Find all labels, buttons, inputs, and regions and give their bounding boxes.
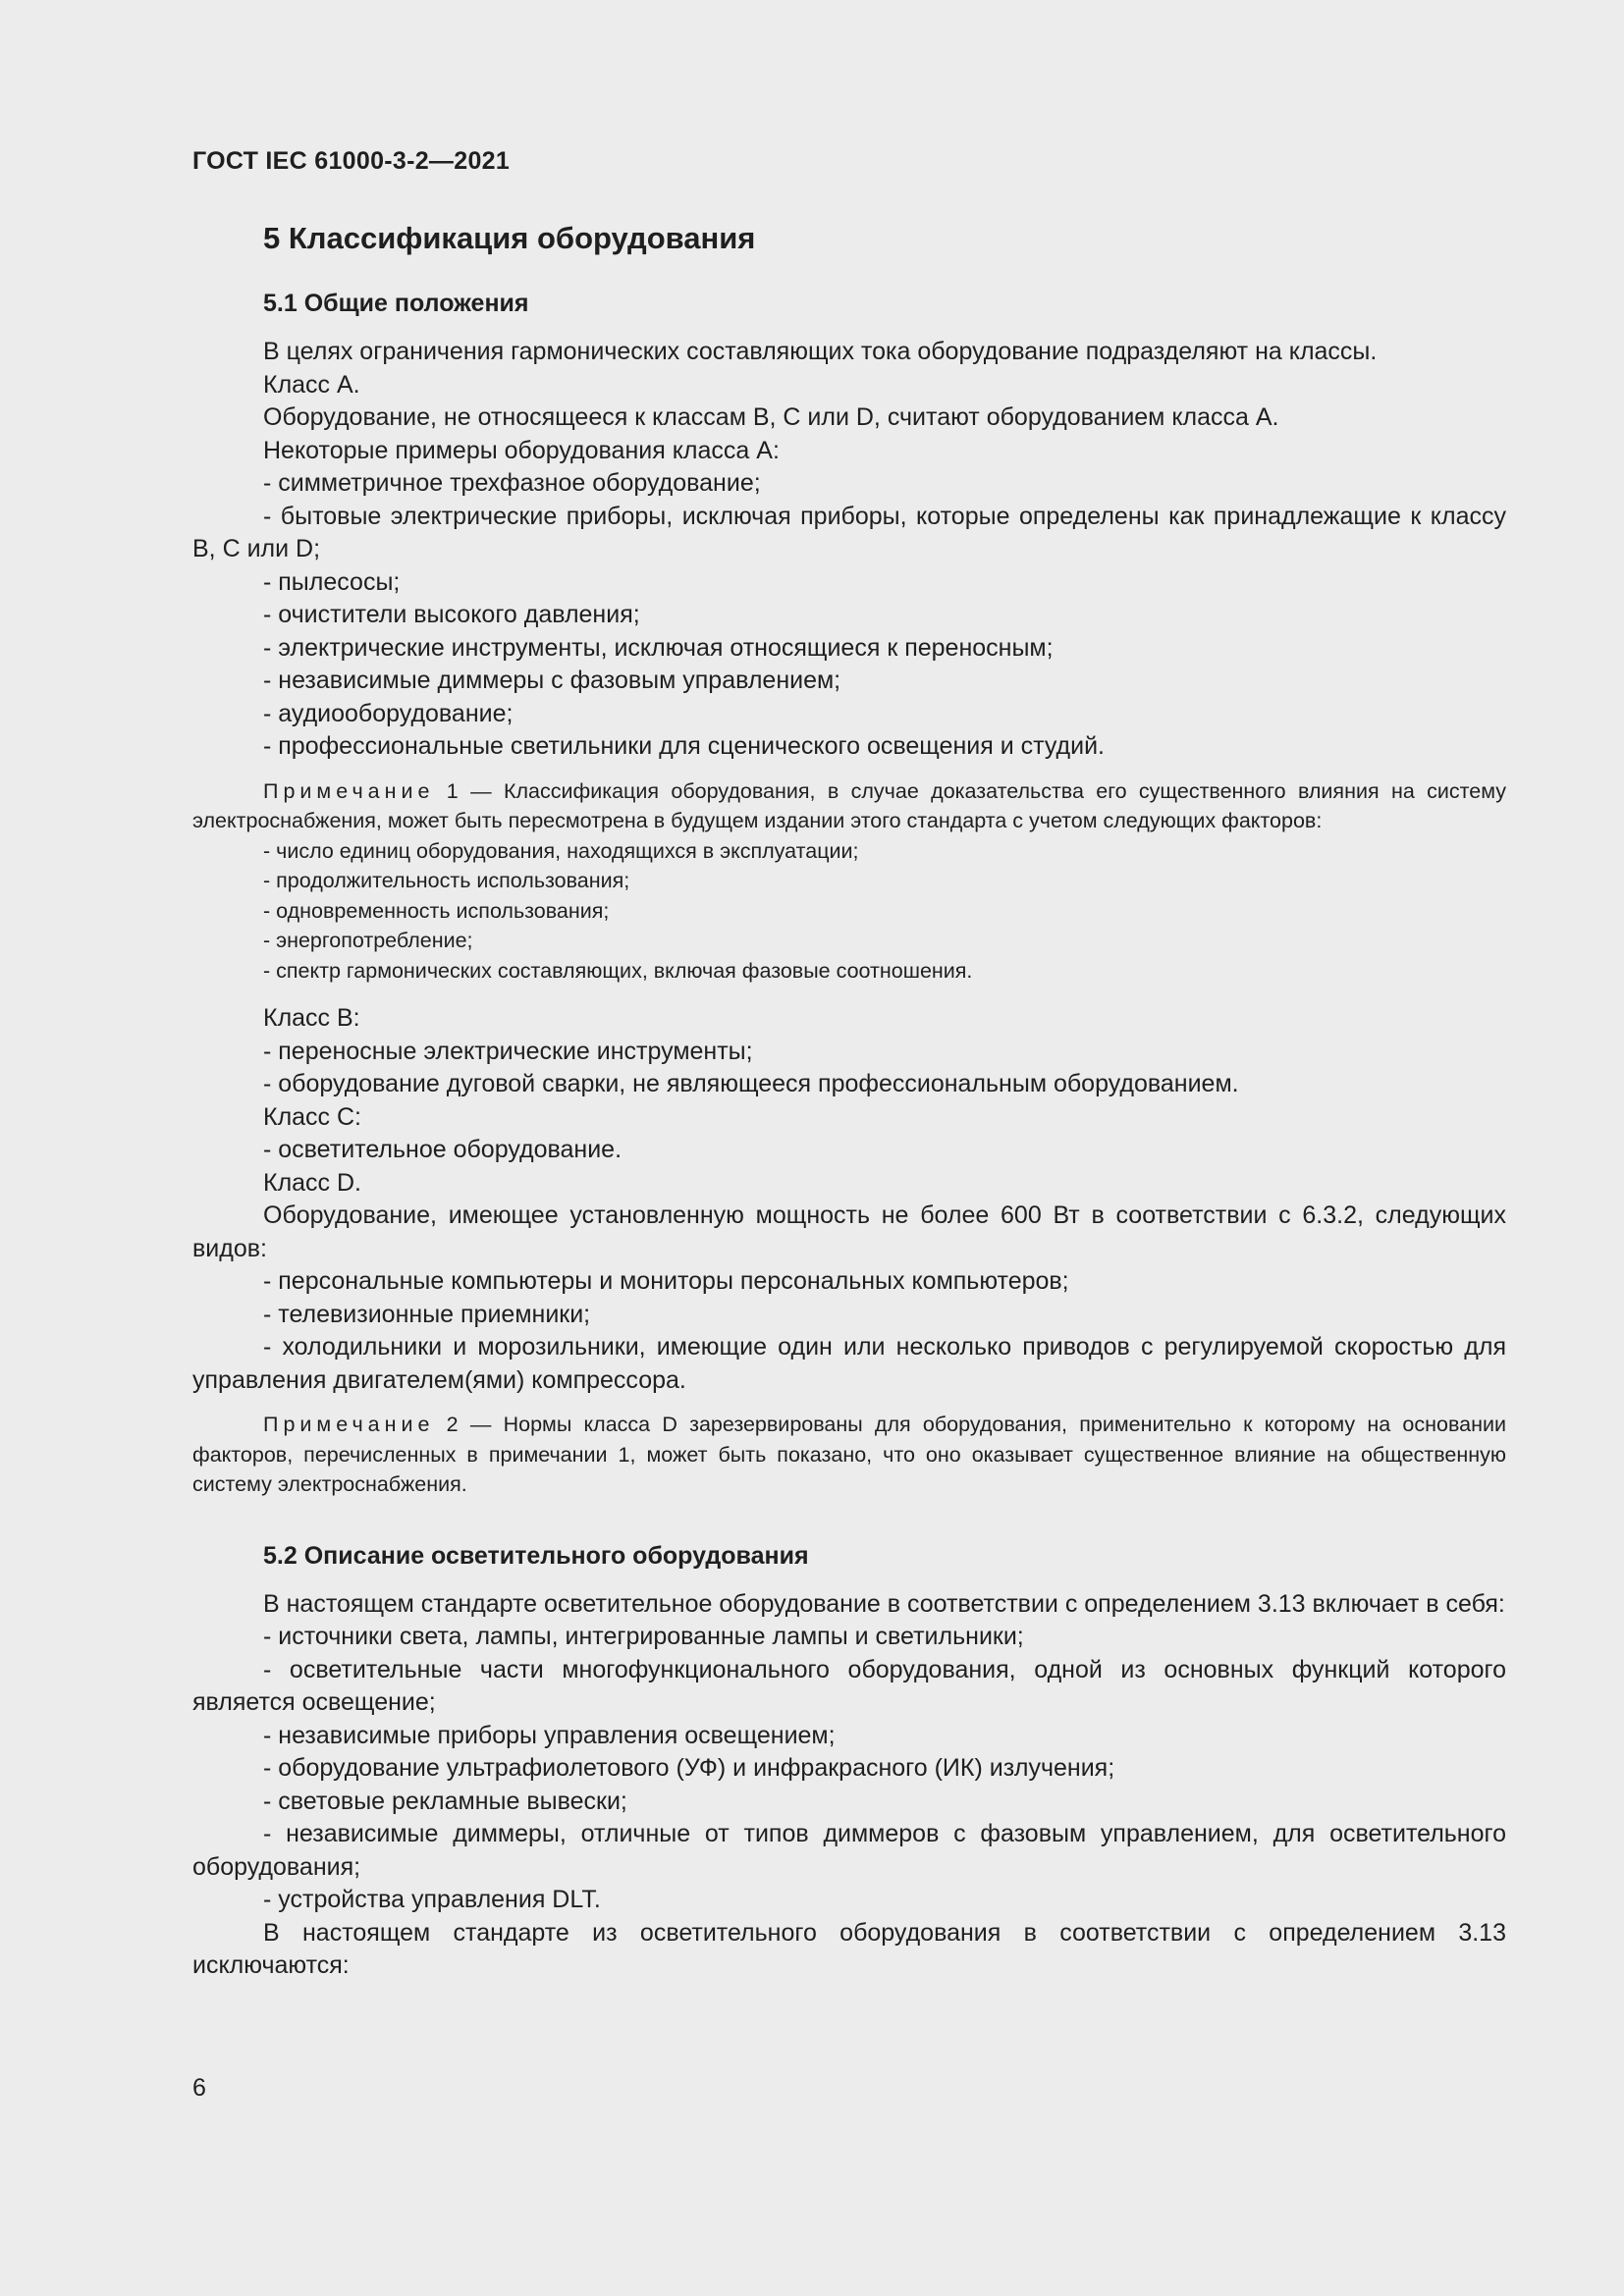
note-1 xyxy=(192,776,1506,836)
document-header: ГОСТ IEC 61000-3-2—2021 xyxy=(192,147,511,175)
section-5-2-title: 5.2 Описание осветительного оборудования xyxy=(263,1541,809,1570)
list-item: - бытовые электрические приборы, исключая приборы, которые определены как принадлежащие к классу В, С или D; xyxy=(192,502,1506,562)
list-item: - персональные компьютеры и мониторы персональных компьютеров; xyxy=(263,1267,1069,1295)
list-item: - осветительные части многофункционального оборудования, одной из основных функций которого является освещение; xyxy=(192,1655,1506,1716)
list-item: - независимые диммеры с фазовым управлением; xyxy=(263,667,841,694)
list-item: - световые рекламные вывески; xyxy=(263,1787,627,1815)
list-item: - независимые диммеры, отличные от типов диммеров с фазовым управлением, для осветительного оборудования; xyxy=(192,1820,1506,1881)
paragraph: В настоящем стандарте из осветительного оборудования в соответствии с определением 3.13 исключаются: xyxy=(192,1918,1506,1979)
list-item: - электрические инструменты, исключая относящиеся к переносным; xyxy=(263,633,1054,662)
list-item: - аудиооборудование; xyxy=(263,699,514,727)
note-list-item: - спектр гармонических составляющих, включая фазовые соотношения. xyxy=(263,958,973,983)
list-item: - оборудование дуговой сварки, не являющееся профессиональным оборудованием. xyxy=(263,1070,1239,1097)
page-body xyxy=(192,219,1506,1983)
note-list-item: - продолжительность использования; xyxy=(263,869,630,892)
list-item: - осветительное оборудование. xyxy=(263,1136,623,1163)
paragraph: В настоящем стандарте осветительное оборудование в соответствии с определением 3.13 включает в себя: xyxy=(263,1589,1505,1618)
note-label: Примечание xyxy=(263,1413,435,1436)
class-d-heading: Класс D. xyxy=(263,1168,361,1197)
list-item: - оборудование ультрафиолетового (УФ) и инфракрасного (ИК) излучения; xyxy=(263,1754,1115,1782)
section-5-1-title: 5.1 Общие положения xyxy=(263,290,529,317)
list-item: - профессиональные светильники для сценического освещения и студий. xyxy=(263,732,1105,760)
list-item: - холодильники и морозильники, имеющие один или несколько приводов с регулируемой скоростью для управления двигателем(ями) компрессора. xyxy=(192,1333,1506,1394)
list-item: - источники света, лампы, интегрированные лампы и светильники; xyxy=(263,1623,1024,1650)
note-text: 1 — Классификация оборудования, в случае доказательства его существенного влияния на систему электроснабжения, может быть пересмотрена в будущем издании этого стандарта с учетом следующих факторов: xyxy=(192,778,1506,832)
note-list-item: - число единиц оборудования, находящихся в эксплуатации; xyxy=(263,838,859,863)
section-5-title: 5 Классификация оборудования xyxy=(263,221,756,255)
paragraph: Некоторые примеры оборудования класса А: xyxy=(263,436,780,464)
note-2 xyxy=(192,1410,1506,1500)
note-text: 2 — Нормы класса D зарезервированы для оборудования, применительно к которому на основании факторов, перечисленных в примечании 1, может быть показано, что оно оказывает существенное влияние на общественную систему электроснабжения. xyxy=(192,1413,1506,1496)
class-a-heading: Класс А. xyxy=(263,370,360,399)
list-item: - телевизионные приемники; xyxy=(263,1300,591,1328)
paragraph: Оборудование, не относящееся к классам В, С или D, считают оборудованием класса А. xyxy=(263,403,1279,431)
list-item: - пылесосы; xyxy=(263,567,401,596)
class-b-heading: Класс В: xyxy=(263,1004,360,1032)
page-number: 6 xyxy=(192,2074,206,2102)
note-list-item: - энергопотребление; xyxy=(263,929,473,952)
list-item: - очистители высокого давления; xyxy=(263,601,640,628)
paragraph: Оборудование, имеющее установленную мощность не более 600 Вт в соответствии с 6.3.2, следующих видов: xyxy=(192,1201,1506,1262)
list-item: - симметричное трехфазное оборудование; xyxy=(263,469,761,497)
note-list-item: - одновременность использования; xyxy=(263,898,610,923)
paragraph: В целях ограничения гармонических составляющих тока оборудование подразделяют на классы. xyxy=(263,338,1378,365)
note-label: Примечание xyxy=(263,778,435,803)
list-item: - устройства управления DLT. xyxy=(263,1886,601,1913)
class-c-heading: Класс С: xyxy=(263,1102,361,1131)
list-item: - переносные электрические инструменты; xyxy=(263,1037,753,1065)
list-item: - независимые приборы управления освещением; xyxy=(263,1721,836,1749)
